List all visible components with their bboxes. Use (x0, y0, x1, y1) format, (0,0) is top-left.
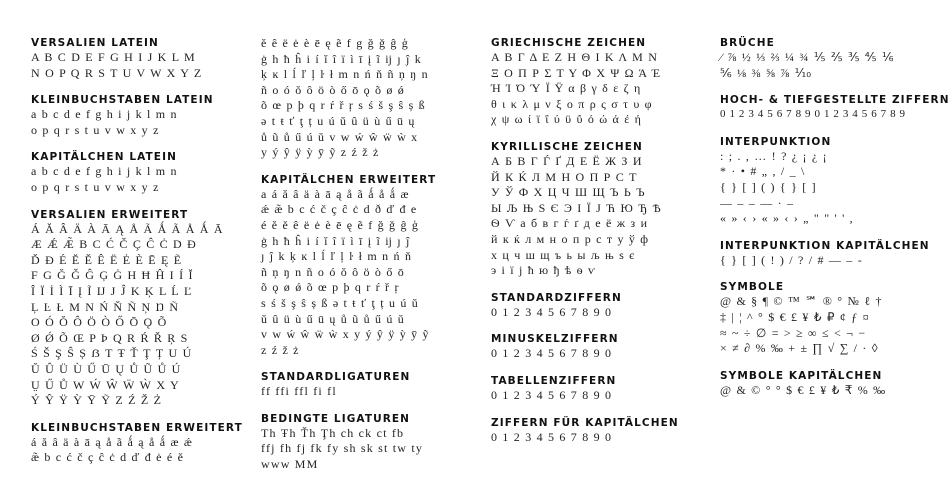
glyph-line: y ý ŷ ÿ ỳ ȳ ỹ z ź ž ż (261, 145, 380, 160)
glyph-line: a b c d e f g h i j k l m n (31, 164, 178, 179)
glyph-line: ff ffi ffl fi fl (261, 384, 337, 399)
column-3 (491, 36, 716, 457)
glyph-line: www MM (261, 457, 319, 472)
section-minuskelziffern (491, 332, 716, 362)
section-standardligaturen (261, 370, 486, 400)
section-standardziffern (491, 291, 716, 321)
section-kapit-lchen-latein (31, 150, 256, 195)
section-heading: ZIFFERN FÜR KAPITÄLCHEN (491, 416, 679, 429)
column-2 (261, 36, 486, 485)
glyph-line: ȷ ĵ k ķ ĸ l ĺ ľ ļ ŀ ł m n ń ň (261, 249, 413, 264)
glyph-line: ĕ ê ë ė è ē ę ẽ f g ğ ǧ ĝ ģ (261, 36, 410, 50)
glyph-line: « » ‹ › « » ‹ › „ " " ' ' , (720, 211, 854, 226)
section-symbole (720, 280, 948, 356)
section-kyrillische-zeichen (491, 140, 716, 279)
glyph-line: N O P Q R S T U V W X Y Z (31, 65, 203, 80)
glyph-line: ǽ æ̃ b c ć č ç ĉ ċ d ð ď đ e (261, 202, 418, 217)
section-heading: VERSALIEN ERWEITERT (31, 208, 189, 221)
glyph-line: Α Β Γ Δ Ε Ζ Η Θ Ι Κ Λ Μ Ν (491, 50, 659, 64)
section-kleinbuchstaben-latein (31, 93, 256, 138)
glyph-line: ñ ņ ŋ n ñ o ó ŏ ô ö ò ő ō (261, 264, 405, 279)
section-kapit-lchen-erweitert (261, 173, 486, 359)
section-br-che (720, 36, 948, 81)
glyph-line: æ̃ b c ć č ç ĉ ċ d ď đ ė é ě (31, 450, 185, 465)
glyph-line: { } [ ] ( ) { } [ ] (720, 179, 817, 194)
glyph-line: Й К Ќ Л М Н О П Р С Т (491, 169, 638, 184)
glyph-line: Ы Љ Њ Ѕ Є Э І Ї Ј Ћ Ю Ђ Ѣ (491, 200, 662, 215)
glyph-line: 0 1 2 3 4 5 6 7 8 9 0 (491, 429, 613, 444)
glyph-line: ġ h ħ ĥ i í ĭ î ï ì ī į ĩ ĳ ȷ ĵ (261, 233, 411, 248)
glyph-line: Ξ Ο Π Ρ Σ Τ Υ Φ Χ Ψ Ω Ά Έ (491, 65, 662, 80)
section-heading: VERSALIEN LATEIN (31, 37, 159, 49)
glyph-line: z ź ž ż (261, 342, 300, 357)
glyph-line: ffj fh fj fk fy sh sk st tw ty (261, 441, 424, 456)
glyph-line: Æ Ǽ Æ̃ B C Ć Č Ç Ĉ Ċ D Ð (31, 237, 197, 252)
glyph-line: Ѳ Ѵ а б в г ѓ ґ д е ё ж з и (491, 216, 649, 231)
column-4 (720, 36, 948, 410)
section-versalien-erweitert (31, 208, 256, 409)
glyph-line: v w ẃ ŵ ẅ ẁ x y ý ŷ ÿ ỳ ȳ ỹ (261, 327, 430, 342)
section-heading: STANDARDZIFFERN (491, 291, 622, 304)
section-heading: BRÜCHE (720, 37, 775, 49)
section-hoch-tiefgestellte-ziffern (720, 93, 948, 123)
section-bedingte-ligaturen (261, 412, 486, 473)
section-ziffern-f-r-kapit-lchen (491, 416, 716, 446)
section-heading: KAPITÄLCHEN LATEIN (31, 151, 177, 164)
glyph-line: ⅚ ⅛ ⅜ ⅝ ⅞ ⅒ (720, 65, 813, 80)
section-heading: KYRILLISCHE ZEICHEN (491, 140, 643, 153)
glyph-line: A B C D E F G H I J K L M (31, 50, 196, 64)
section-versalien-latein (31, 36, 256, 81)
section-heading: SYMBOLE KAPITÄLCHEN (720, 369, 883, 382)
section-heading: KLEINBUCHSTABEN LATEIN (31, 94, 214, 107)
glyph-line: * · • # „ , / _ \ (720, 164, 806, 179)
glyph-line: a b c d e f g h i j k l m n (31, 107, 178, 122)
section-heading: SYMBOLE (720, 281, 785, 294)
section-interpunktion (720, 135, 948, 227)
glyph-line: — – – — · – (720, 195, 795, 210)
glyph-line: Th Ŧh Ťh Ţh ch ck ct fb (261, 425, 405, 440)
glyph-line: õ ǫ ø ǿ õ œ p þ q r ŕ ř ŗ (261, 280, 400, 295)
section-heading: STANDARDLIGATUREN (261, 371, 411, 384)
glyph-line: á ă â ä à ā ą å ã ǻ ą å ǻ æ ǽ (31, 434, 194, 449)
glyph-line: Á Ă Â Ä À Ā Ą Å Ã Ǻ Ã Å Ǻ Ā (31, 221, 224, 236)
glyph-line: ə t ŧ ť ţ ț u ú ŭ û ü ù ű ū ų (261, 113, 416, 128)
column-1 (31, 36, 256, 478)
glyph-line: o p q r s t u v w x y z (31, 179, 160, 194)
glyph-line: é ĕ ě ê ë ė è ē ę ẽ f ğ ǧ ĝ ģ (261, 217, 420, 232)
glyph-line: ů ũ ů ű ú ŭ v w ẃ ŵ ẅ ẁ x (261, 129, 419, 144)
glyph-line: Ή Ί Ό Ύ Ϊ Ϋ α β γ δ ε ζ η (491, 81, 642, 96)
glyph-line: o p q r s t u v w x y z (31, 122, 160, 137)
glyph-line: @ & § ¶ © ™ ℠ ® ° № ℓ † (720, 294, 883, 309)
glyph-line: ≈ ~ ÷ ∅ = > ≥ ∞ ≤ < ¬ − (720, 325, 867, 340)
section-heading: TABELLENZIFFERN (491, 374, 617, 387)
section-kleinbuchstaben-erweitert (31, 421, 256, 466)
glyph-line: 0 1 2 3 4 5 6 7 8 9 0 (491, 304, 613, 319)
glyph-line: Ļ Ŀ Ł M N Ń Ň Ñ Ņ Ŋ Ñ (31, 299, 180, 314)
glyph-line: { } [ ] ( ! ) / ? / # — – - (720, 252, 863, 267)
glyph-line: Ď Đ É Ĕ Ě Ê Ë Ė È Ē Ę Ẽ (31, 252, 183, 267)
section-heading: INTERPUNKTION (720, 135, 832, 148)
section-heading: MINUSKELZIFFERN (491, 333, 619, 346)
glyph-line: ⁄ ⅞ ½ ⅓ ⅔ ¼ ¾ ⅕ ⅖ ⅗ ⅘ ⅙ (720, 50, 895, 64)
glyph-line: Ŭ Û Ü Ù Ű Ū Ų Ů Ũ Ů Ú (31, 361, 182, 376)
section-heading: BEDINGTE LIGATUREN (261, 412, 411, 425)
glyph-line: ŭ û ü ù ű ū ų ů ũ ů ű ú ŭ (261, 311, 405, 326)
glyph-line: × ≠ ∂ % ‰ + ± ∏ √ ∑ / · ◊ (720, 341, 879, 356)
section-interpunktion-kapit-lchen (720, 239, 948, 269)
glyph-line: 0 1 2 3 4 5 6 7 8 9 0 1 2 3 4 5 6 7 8 9 (720, 108, 906, 121)
glyph-line: õ œ p þ q r ŕ ř ŗ s ś š ş ŝ ș ß (261, 98, 426, 113)
glyph-line: s ś š ş ŝ ș ß ə t ŧ ť ţ ț u ú ŭ (261, 295, 420, 310)
glyph-line: χ ψ ω ί ϊ ΐ ύ ϋ ΰ ό ώ ά έ ή (491, 112, 643, 127)
section-heading: GRIECHISCHE ZEICHEN (491, 37, 647, 49)
glyph-line: @ & © ° ° $ € £ ¥ ₺ ₹ % ‰ (720, 382, 887, 397)
glyph-line: Î Ï İ Ì Ī Į Ĩ Ĳ J Ĵ K Ķ L Ĺ Ľ (31, 283, 193, 298)
glyph-line: 0 1 2 3 4 5 6 7 8 9 0 (491, 346, 613, 361)
glyph-line: θ ι κ λ μ ν ξ ο π ρ ς σ τ υ φ (491, 96, 653, 111)
glyph-line: У Ў Ф Х Ц Ч Ш Щ Ъ Ь Ъ (491, 185, 646, 200)
glyph-line: O Ó Ŏ Ô Ö Ò Ő Ō Ǫ Õ (31, 315, 168, 330)
glyph-line: 0 1 2 3 4 5 6 7 8 9 0 (491, 387, 613, 402)
glyph-line: a á ă â ä à ā ą å ã ǻ å ǻ æ (261, 186, 410, 201)
glyph-line: А Б В Г Ѓ Ґ Д Е Ё Ж З И (491, 153, 643, 168)
section-heading: KAPITÄLCHEN ERWEITERT (261, 173, 437, 186)
section-heading: INTERPUNKTION KAPITÄLCHEN (720, 239, 930, 252)
glyph-line: : ; . , … ! ? ¿ ¡ ¿ ¡ (720, 148, 828, 163)
glyph-line: х ц ч ш щ ъ ь ы љ њ ѕ є (491, 247, 636, 262)
glyph-line: F G Ğ Ǧ Ĝ Ģ Ġ H Ħ Ĥ I Í Ĭ (31, 268, 194, 283)
glyph-line: Ý Ŷ Ÿ Ỳ Ȳ Ỹ Z Ź Ž Ż (31, 393, 163, 408)
section-tabellenziffern (491, 374, 716, 404)
glyph-line: Ø Ǿ Õ Œ P Þ Q R Ŕ Ř Ŗ S (31, 330, 189, 345)
glyph-line: ķ ĸ l ĺ ľ ļ ŀ ł m n ń ň ñ ņ ŋ n (261, 67, 429, 82)
glyph-line: Ṳ Ű Ů W Ẃ Ŵ Ẅ Ẁ X Y (31, 377, 180, 392)
section-griechische-zeichen (491, 36, 716, 128)
section-heading: HOCH- & TIEFGESTELLTE ZIFFERN (720, 94, 950, 107)
glyph-line: ġ h ħ ĥ i í ĭ î ï ì ī į ĩ ĳ ȷ ĵ k (261, 51, 422, 66)
glyph-line: ‡ | ¦ ^ ° $ € £ ¥ ₺ ₽ ¢ ƒ ¤ (720, 309, 870, 324)
glyph-line: ñ o ó ŏ ô ö ò ő ō ǫ õ ø ǿ (261, 82, 405, 97)
section-heading: KLEINBUCHSTABEN ERWEITERT (31, 421, 243, 434)
glyph-line: Ś Š Ş Ŝ Ș ẞ T Ŧ Ť Ţ Ț U Ú (31, 346, 193, 361)
section-continued (261, 36, 486, 161)
section-symbole-kapit-lchen (720, 369, 948, 399)
glyph-line: й к ќ л м н о п р с т у ў ф (491, 231, 650, 246)
glyph-line: э і ї ј ћ ю ђ ѣ ѳ ѵ (491, 263, 597, 278)
